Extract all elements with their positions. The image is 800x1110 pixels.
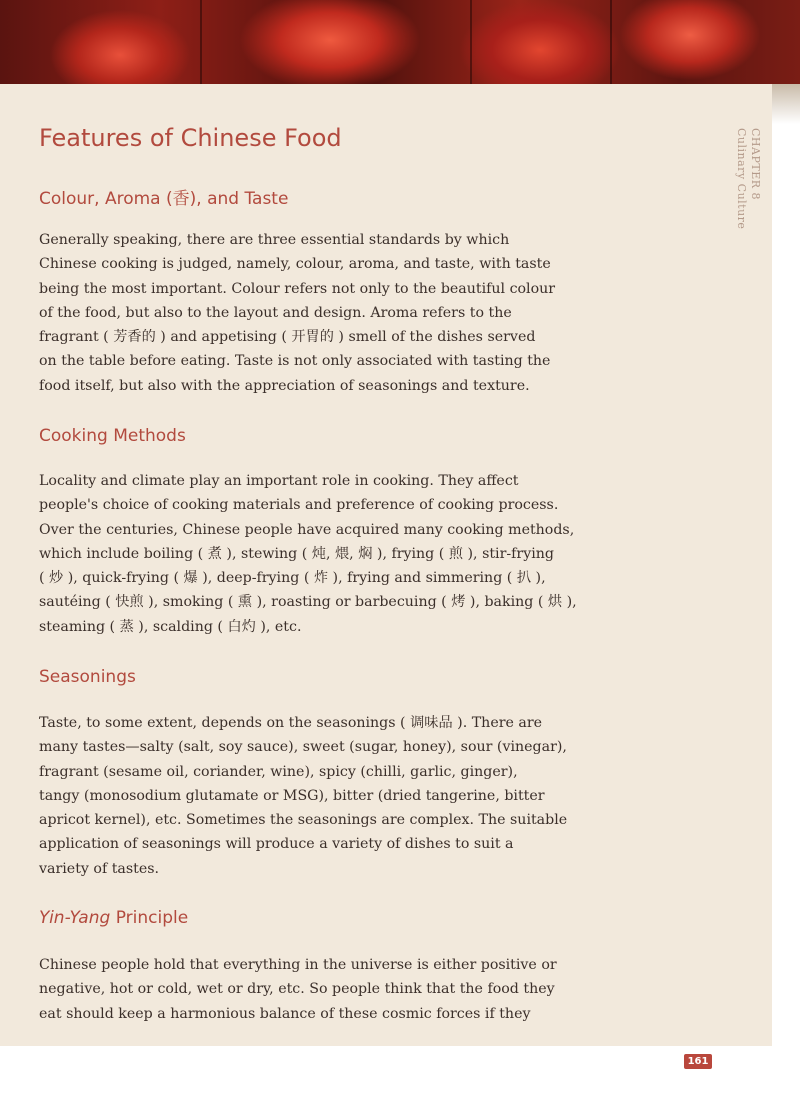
section-heading-colour-aroma-taste: Colour, Aroma (香), and Taste: [39, 189, 289, 209]
paragraph-colour-aroma-taste: [39, 228, 556, 398]
text-line: of the food, but also to the layout and design. Aroma refers to the: [39, 304, 512, 321]
text-line: ( 炒 ), quick-frying ( 爆 ), deep-frying ( 炸 ), frying and simmering ( 扒 ),: [39, 570, 546, 587]
page-title: Features of Chinese Food: [39, 124, 342, 152]
text-line: Generally speaking, there are three essential standards by which: [39, 232, 510, 248]
text-line: apricot kernel), etc. Sometimes the seasonings are complex. The suitable: [39, 812, 568, 829]
section-heading-seasonings: Seasonings: [39, 667, 136, 687]
text-line: Taste, to some extent, depends on the seasonings ( 调味品 ). There are: [39, 715, 543, 731]
text-line: which include boiling ( 煮 ), stewing ( 炖, 煨, 焖 ), frying ( 煎 ), stir-frying: [39, 545, 554, 562]
text-line: Chinese people hold that everything in the universe is either positive or: [39, 957, 557, 973]
chapter-title: Culinary Culture: [735, 128, 748, 230]
text-line: on the table before eating. Taste is not only associated with tasting the: [39, 353, 551, 370]
text-line: negative, hot or cold, wet or dry, etc. So people think that the food they: [39, 981, 555, 998]
text-line: steaming ( 蒸 ), scalding ( 白灼 ), etc.: [39, 618, 302, 635]
text-line: Locality and climate play an important role in cooking. They affect: [39, 473, 519, 489]
text-line: fragrant (sesame oil, coriander, wine), spicy (chilli, garlic, ginger),: [39, 763, 518, 780]
heading-text: Principle: [110, 908, 189, 928]
chapter-side-label: [734, 128, 762, 229]
text-line: application of seasonings will produce a variety of dishes to suit a: [39, 836, 514, 853]
text-line: eat should keep a harmonious balance of these cosmic forces if they: [39, 1005, 531, 1022]
paragraph-seasonings: [39, 711, 568, 881]
text-line: variety of tastes.: [39, 860, 160, 877]
text-line: Over the centuries, Chinese people have acquired many cooking methods,: [39, 521, 575, 538]
section-heading-yin-yang-principle: [39, 908, 188, 928]
paragraph-cooking-methods: [39, 469, 577, 639]
text-line: Chinese cooking is judged, namely, colour, aroma, and taste, with taste: [39, 256, 551, 273]
page-edge-shadow: [772, 84, 800, 124]
text-line: fragrant ( 芳香的 ) and appetising ( 开胃的 ) smell of the dishes served: [39, 329, 536, 346]
section-heading-cooking-methods: Cooking Methods: [39, 426, 186, 446]
text-line: sautéing ( 快煎 ), smoking ( 熏 ), roasting or barbecuing ( 烤 ), baking ( 烘 ),: [39, 594, 577, 611]
page-number-badge: 161: [684, 1054, 712, 1069]
text-line: being the most important. Colour refers not only to the beautiful colour: [39, 280, 556, 297]
text-line: food itself, but also with the appreciation of seasonings and texture.: [39, 377, 530, 394]
chapter-number: CHAPTER 8: [749, 128, 762, 200]
paragraph-yin-yang-principle: [39, 953, 557, 1026]
text-line: tangy (monosodium glutamate or MSG), bitter (dried tangerine, bitter: [39, 787, 545, 804]
heading-italic-yin-yang: Yin-Yang: [39, 908, 111, 928]
header-banner-image: [0, 0, 800, 84]
text-line: people's choice of cooking materials and preference of cooking process.: [39, 497, 559, 514]
text-line: many tastes—salty (salt, soy sauce), sweet (sugar, honey), sour (vinegar),: [39, 739, 567, 756]
